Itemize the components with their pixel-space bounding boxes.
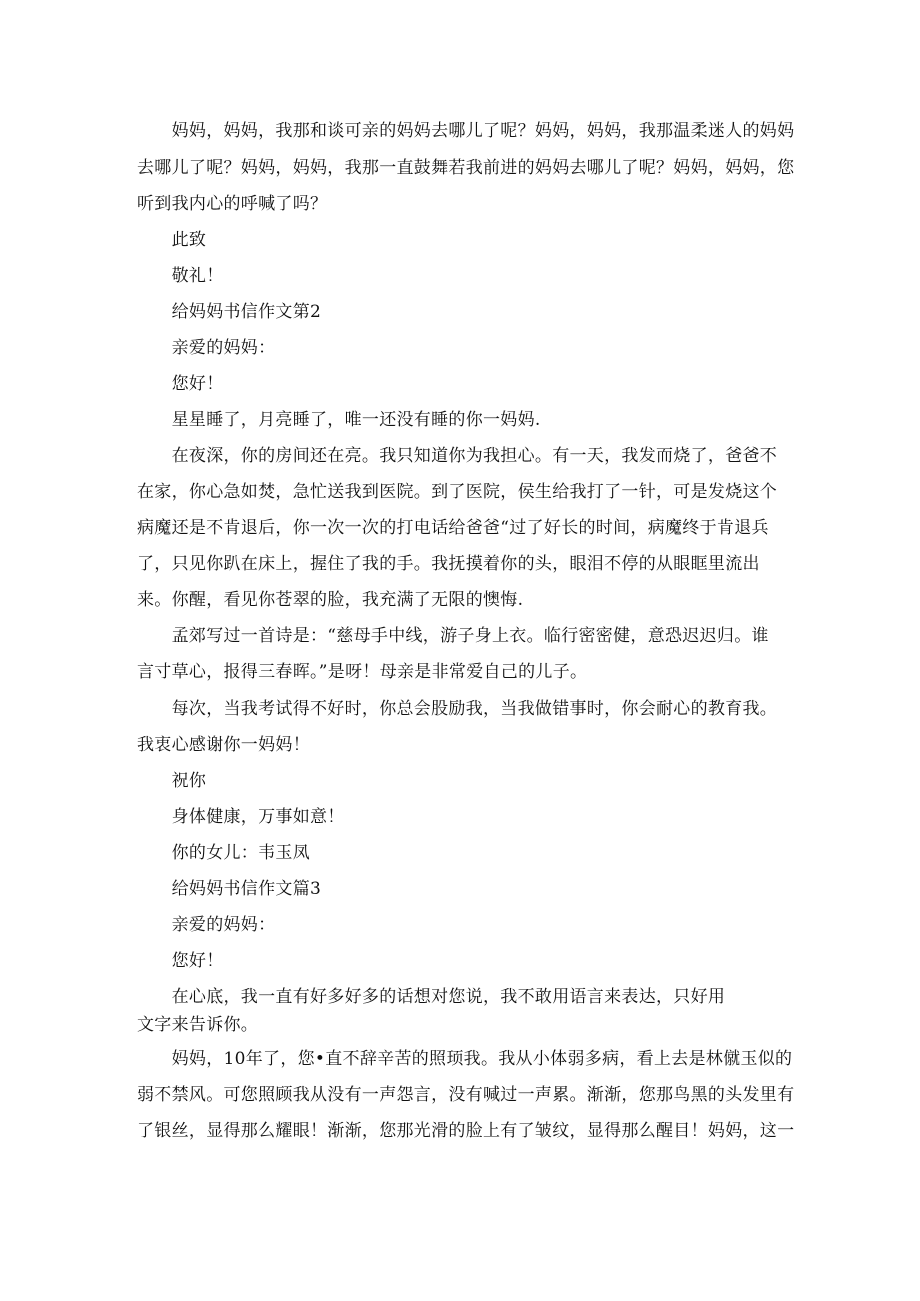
text-line: 去哪儿了呢？妈妈，妈妈，我那一直鼓舞若我前进的妈妈去哪儿了呢？妈妈，妈妈，您 [137, 158, 795, 178]
text-line: 亲爱的妈妈： [137, 338, 276, 358]
text-line: 我衷心感谢你一妈妈！ [137, 735, 310, 755]
text-line: 每次，当我考试得不好时，你总会股励我，当我做错事时，你会耐心的教育我。 [137, 699, 778, 719]
text-line: 在心底，我一直有好多好多的话想对您说，我不敢用语言来表达，只好用 [137, 987, 726, 1007]
section-heading: 给妈妈书信作文第2 [137, 302, 322, 322]
text-line: 了银丝，显得那么耀眼！渐渐，您那光滑的脸上有了皱纹，显得那么醒目！妈妈，这一 [137, 1121, 795, 1141]
text-line: 星星睡了，月亮睡了，唯一还没有睡的你一妈妈. [137, 410, 541, 430]
text-line: 妈妈，10年了，您•直不辞辛苦的照顼我。我从小体弱多病，看上去是林僦玉似的 [137, 1049, 793, 1069]
text-line: 来。你醒，看见你苍翠的脸，我充满了无限的懊悔. [137, 590, 524, 610]
text-line: 听到我内心的呼喊了吗？ [137, 194, 328, 214]
text-line: 了，只见你趴在床上，握住了我的手。我抚摸着你的头，眼泪不停的从眼眶里流出 [137, 554, 760, 574]
text-line: 您好！ [137, 951, 224, 971]
text-line: 你的女儿：韦玉凤 [137, 843, 310, 863]
text-line: 妈妈，妈妈，我那和谈可亲的妈妈去哪儿了呢？妈妈，妈妈，我那温柔迷人的妈妈 [137, 121, 795, 141]
text-line: 言寸草心，报得三春晖。”是呀！母亲是非常爱自己的儿子。 [137, 662, 588, 682]
section-heading: 给妈妈书信作文篇3 [137, 879, 322, 899]
text-line: 孟郊写过一首诗是：“慈母手中线，游子身上衣。临行密密健，意恐迟迟归。谁 [137, 626, 769, 646]
text-line: 弱不禁风。可您照顾我从没有一声怨言，没有喊过一声累。渐渐，您那鸟黑的头发里有 [137, 1085, 795, 1105]
text-line: 此致 [137, 230, 207, 250]
text-line: 敬礼！ [137, 266, 224, 286]
text-line: 亲爱的妈妈： [137, 915, 276, 935]
text-line: 祝你 [137, 771, 207, 791]
text-line: 您好！ [137, 374, 224, 394]
text-line: 文字来告诉你。 [137, 1015, 259, 1035]
text-line: 身体健康，万事如意！ [137, 807, 345, 827]
text-line: 在夜深，你的房间还在亮。我只知道你为我担心。有一天，我发而烧了，爸爸不 [137, 446, 778, 466]
text-line: 病魔还是不肯退后，你一次一次的打电话给爸爸“过了好长的时间，病魔终于肯退兵 [137, 518, 769, 538]
text-line: 在家，你心急如焚，急忙送我到医院。到了医院，侯生给我打了一针，可是发烧这个 [137, 482, 778, 502]
